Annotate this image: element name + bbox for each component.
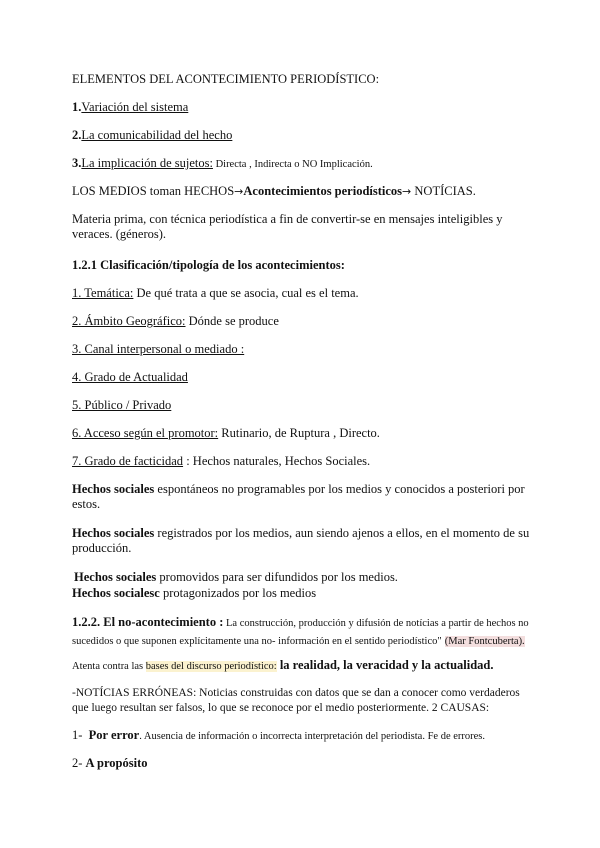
classification-item-1	[72, 286, 359, 301]
citation: (Mar Fontcuberta).	[444, 636, 525, 647]
atenta-pre: Atenta contra las	[72, 661, 146, 672]
no-acontecimiento-title: 1.2.2. El no-acontecimiento :	[72, 615, 224, 629]
element-item-3	[72, 156, 373, 172]
classification-item-4	[72, 370, 188, 385]
causa-number: 2-	[72, 756, 83, 770]
atenta-highlight: bases del discurso periodístico:	[145, 661, 277, 672]
classification-label: 1. Temática:	[72, 286, 134, 300]
causa-bold: Por error	[88, 728, 140, 742]
hechos-text: promovidos para ser difundidos por los medios.	[156, 570, 398, 584]
classification-label: 4. Grado de Actualidad	[72, 370, 188, 384]
element-text: Variación del sistema	[81, 100, 189, 114]
hechos-paragraph-3	[74, 570, 398, 585]
classification-item-2	[72, 314, 279, 329]
element-number: 1.	[72, 100, 82, 114]
classification-text: : Hechos naturales, Hechos Sociales.	[183, 454, 371, 468]
section-title: 1.2.1 Clasificación/tipología de los acontecimientos:	[72, 258, 345, 272]
classification-label: 2. Ámbito Geográfico:	[72, 314, 186, 328]
quote-mark: "	[437, 636, 442, 647]
arrow-icon: →	[234, 185, 244, 198]
causa-item-1	[72, 728, 485, 744]
medios-line	[72, 184, 476, 199]
arrow-icon: →	[402, 185, 412, 198]
classification-label: 6. Acceso según el promotor:	[72, 426, 219, 440]
medios-post: NOTÍCIAS.	[411, 184, 476, 198]
classification-label: 5. Público / Privado	[72, 398, 172, 412]
medios-bold: Acontecimientos periodísticos	[243, 184, 403, 198]
hechos-text: protagonizados por los medios	[159, 586, 317, 600]
hechos-paragraph-1	[72, 482, 532, 512]
materia-paragraph: Materia prima, con técnica periodística a fin de convertir-se en mensajes inteligibles y veraces. (géneros).	[72, 212, 503, 241]
causa-text: . Ausencia de información o incorrecta interpretación del periodista. Fe de errores.	[139, 731, 486, 742]
classification-item-5	[72, 398, 171, 413]
classification-item-6	[72, 426, 380, 441]
causa-number: 1-	[72, 728, 83, 742]
element-number: 3.	[72, 156, 82, 170]
classification-text: De qué trata a que se asocia, cual es el tema.	[133, 286, 359, 300]
classification-item-7	[72, 454, 370, 469]
no-acontecimiento-text: La construcción, producción y difusión de notícias a partir de hechos no sucedidos o que suponen explícitamente una no- información en el sentido periodístico	[72, 618, 529, 647]
hechos-bold: Hechos sociales	[74, 570, 157, 584]
classification-label: 3. Canal interpersonal o mediado :	[72, 342, 245, 356]
document-title: ELEMENTOS DEL ACONTECIMIENTO PERIODÍSTICO:	[72, 72, 380, 86]
element-text: La implicación de sujetos:	[81, 156, 213, 170]
hechos-text: registrados por los medios, aun siendo ajenos a ellos, en el momento de su producción.	[72, 526, 530, 555]
hechos-bold: Hechos sociales	[72, 482, 155, 496]
erroneas-paragraph: -NOTÍCIAS ERRÓNEAS: Noticias construidas con datos que se dan a conocer como verdaderos que luego resultan ser falsos, lo que se reconoce por el medio posteriormente. 2 CAUSAS:	[72, 687, 520, 714]
element-extra: Directa , Indirecta o NO Implicación.	[212, 159, 373, 170]
classification-item-3	[72, 342, 244, 357]
element-text: La comunicabilidad del hecho	[81, 128, 233, 142]
hechos-paragraph-4	[72, 586, 316, 601]
causa-bold: A propósito	[85, 756, 148, 770]
hechos-text: espontáneos no programables por los medios y conocidos a posteriori por estos.	[72, 482, 525, 511]
element-number: 2.	[72, 128, 82, 142]
classification-label: 7. Grado de facticidad	[72, 454, 184, 468]
atenta-bold: la realidad, la veracidad y la actualidad.	[276, 658, 494, 672]
hechos-bold: Hechos socialesc	[72, 586, 160, 600]
element-item-2	[72, 128, 232, 143]
medios-pre: LOS MEDIOS toman HECHOS	[72, 184, 235, 198]
classification-text: Rutinario, de Ruptura , Directo.	[218, 426, 380, 440]
hechos-bold: Hechos sociales	[72, 526, 155, 540]
classification-text: Dónde se produce	[185, 314, 279, 328]
no-acontecimiento-paragraph	[72, 614, 532, 650]
atenta-line	[72, 658, 494, 674]
element-item-1	[72, 100, 188, 115]
hechos-paragraph-2	[72, 526, 532, 556]
causa-item-2	[72, 756, 148, 772]
